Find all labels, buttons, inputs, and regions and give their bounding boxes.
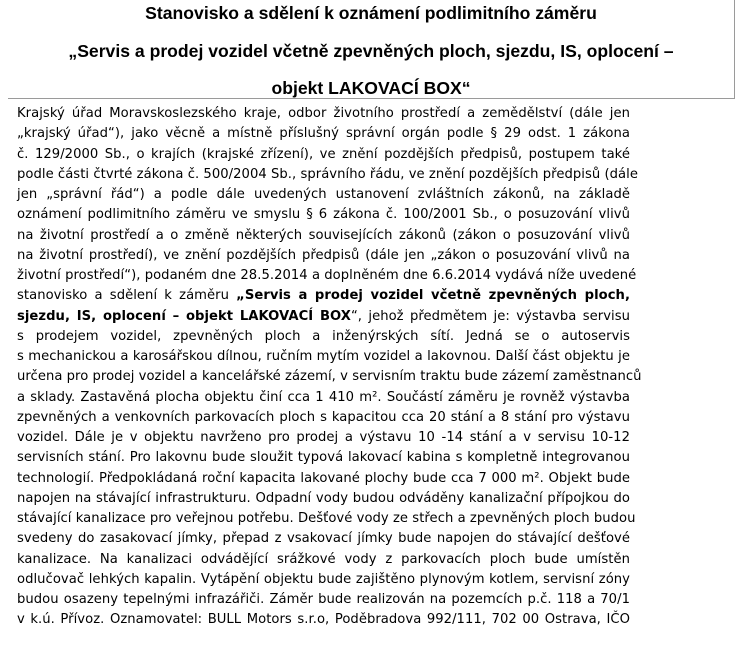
paragraph-line-text: na životní prostředí a o změně některých souvisejících zákonů (zákon o posuzování vlivů <box>17 227 630 243</box>
paragraph-line <box>17 610 630 630</box>
paragraph-line <box>17 529 630 549</box>
paragraph-line-text: č. 129/2000 Sb., o krajích (krajské zřízení), ve znění pozdějších předpisů, postupem také <box>17 146 630 162</box>
paragraph-line <box>17 246 630 266</box>
document-title-box <box>8 0 735 99</box>
paragraph-line <box>17 226 630 246</box>
paragraph-line-text: kanalizace. Na kanalizaci odvádějící srážkové vody z parkovacích ploch bude umístěn <box>17 551 630 567</box>
paragraph-line-text: napojen na stávající infrastrukturu. Odpadní vody budou odváděny kanalizační přípojkou do <box>17 490 630 506</box>
paragraph-line <box>17 165 638 185</box>
paragraph-line <box>17 388 630 408</box>
paragraph-line-text: oznámení podlimitního záměru ve smyslu § 6 zákona č. 100/2001 Sb., o posuzování vlivů <box>17 207 630 223</box>
paragraph-line-text: určena pro prodej vozidel a kancelářské zázemí, v servisním traktu bude zázemí zaměstnanců <box>17 369 642 385</box>
paragraph-line <box>17 307 630 327</box>
paragraph-line-text: svedeny do zasakovací jímky, přepad z vsakovací jímky bude napojen do stávající dešťové <box>17 531 630 547</box>
document-body-paragraph <box>17 104 642 631</box>
paragraph-line <box>17 489 630 509</box>
paragraph-line-text: „krajský úřad“), jako věcně a místně příslušný správní orgán podle § 29 odst. 1 zákona <box>17 126 630 142</box>
paragraph-line-text: stávající kanalizace pro veřejnou potřebu. Dešťové vody ze střech a zpevněných ploch budou <box>17 511 636 526</box>
paragraph-line <box>17 205 630 225</box>
paragraph-line-text: životní prostředí“), podaném dne 28.5.2014 a doplněném dne 6.6.2014 vydává níže uvedené <box>17 268 637 283</box>
paragraph-line <box>17 469 630 489</box>
paragraph-line <box>17 327 630 347</box>
paragraph-line <box>17 347 630 367</box>
paragraph-line <box>17 570 630 590</box>
paragraph-line-text: zpevněných a venkovních parkovacích ploch s kapacitou cca 20 stání a 8 stání pro výstavu <box>17 409 630 425</box>
paragraph-line-text: servisních stání. Pro lakovnu bude sloužit typová lakovací kabina s kompletně integrovanou <box>17 450 630 466</box>
paragraph-line <box>17 448 630 468</box>
document-title-line-2: „Servis a prodej vozidel včetně zpevněných ploch, sjezdu, IS, oplocení – <box>68 41 674 61</box>
paragraph-line <box>17 124 630 144</box>
paragraph-line <box>17 104 630 124</box>
paragraph-line-text: vozidel. Dále je v objektu navrženo pro prodej a výstavu 10 -14 stání a v servisu 10-12 <box>17 430 630 445</box>
project-name-bold: sjezdu, IS, oplocení – objekt LAKOVACÍ BOX <box>17 308 351 324</box>
paragraph-line <box>17 367 642 387</box>
paragraph-line <box>17 185 630 205</box>
paragraph-line <box>17 408 630 428</box>
paragraph-line <box>17 590 630 610</box>
paragraph-line-text: odlučovač lehkých kapalin. Vytápění objektu bude zajištěno plynovým kotlem, servisní zóny <box>17 571 630 587</box>
document-title-line-1: Stanovisko a sdělení k oznámení podlimitního záměru <box>145 3 597 23</box>
paragraph-line-text: podle části čtvrté zákona č. 500/2004 Sb., správního řádu, ve znění pozdějších předpisů (dále <box>17 166 638 182</box>
paragraph-line-text: s mechanickou a karosářskou dílnou, ručním mytím vozidel a lakovnou. Další část objektu je <box>17 349 630 364</box>
paragraph-line-text: “, jehož předmětem je: výstavba servisu <box>350 308 630 324</box>
paragraph-line-text: s prodejem vozidel, zpevněných ploch a inženýrských sítí. Jedná se o autoservis <box>17 328 630 344</box>
paragraph-line-text: budou osazeny tepelnými infrazářiči. Záměr bude realizován na pozemcích p.č. 118 a 70/1 <box>17 592 630 607</box>
paragraph-line-text: v k.ú. Přívoz. Oznamovatel: BULL Motors s.r.o, Poděbradova 992/111, 702 00 Ostrava, IČO <box>17 612 630 628</box>
paragraph-line <box>17 145 630 165</box>
paragraph-line-text: Krajský úřad Moravskoslezského kraje, odbor životního prostředí a zemědělství (dále jen <box>17 106 630 121</box>
paragraph-line <box>17 266 637 286</box>
paragraph-line-text: stanovisko a sdělení k záměru <box>17 288 237 304</box>
paragraph-line <box>17 550 630 570</box>
paragraph-line-text: jen „správní řád“) a podle dále uvedených ustanovení zvláštních zákonů, na základě <box>17 187 630 202</box>
paragraph-line-text: technologií. Předpokládaná roční kapacita lakované plochy bude cca 7 000 m². Objekt bude <box>17 470 630 486</box>
project-name-bold: „Servis a prodej vozidel včetně zpevněných ploch, <box>236 288 630 304</box>
paragraph-line-text: a sklady. Zastavěná plocha objektu činí cca 1 410 m². Součástí záměru je rovněž výstavba <box>17 389 630 405</box>
paragraph-line <box>17 509 636 529</box>
document-title-line-3: objekt LAKOVACÍ BOX“ <box>271 78 471 98</box>
paragraph-line <box>17 286 630 306</box>
paragraph-line-text: na životní prostředí), ve znění pozdějších předpisů (dále jen „zákon o posuzování vlivů na <box>17 247 630 263</box>
paragraph-line <box>17 428 630 448</box>
